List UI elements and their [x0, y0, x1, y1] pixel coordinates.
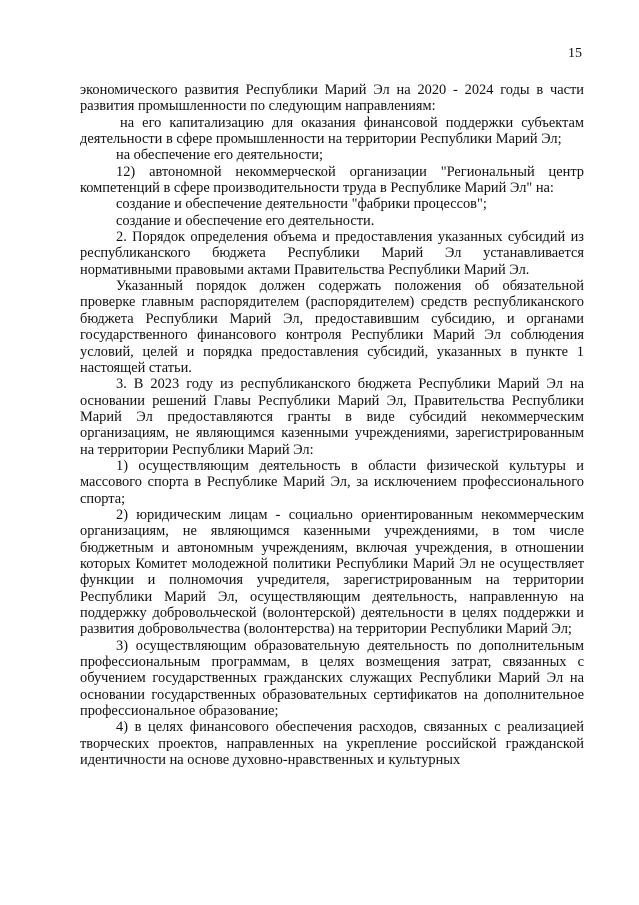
document-body — [80, 82, 584, 768]
paragraph: создание и обеспечение деятельности "фабрики процессов"; — [116, 196, 487, 213]
paragraph: 3) осуществляющим образовательную деятельность по дополнительным профессиональным программам, в целях возмещения затрат, связанных с обучением государственных гражданских служащих Республики Марий Эл на основании государственных образовательных сертификатов на дополнительное профессиональное образование; — [80, 637, 584, 720]
paragraph: на его капитализацию для оказания финансовой поддержки субъектам деятельности в сфере промышленности на территории Республики Марий Эл; — [80, 114, 584, 148]
page-number: 15 — [568, 46, 582, 61]
paragraph: 3. В 2023 году из республиканского бюджета Республики Марий Эл на основании решений Главы Республики Марий Эл, Правительства Республики Марий Эл предоставляются гранты в виде субсидий некоммерческим организациям, не являющимся казенными учреждениями, зарегистрированным на территории Республики Марий Эл: — [80, 376, 584, 458]
paragraph: Указанный порядок должен содержать положения об обязательной проверке главным распорядителем (распорядителем) средств республиканского бюджета Республики Марий Эл, предоставившим субсидию, и органами государственного финансового контроля Республики Марий Эл соблюдения условий, целей и порядка предоставления субсидий, указанных в пункте 1 настоящей статьи. — [80, 278, 584, 376]
paragraph: 2) юридическим лицам - социально ориентированным некоммерческим организациям, не являющимся казенными учреждениями, в том числе бюджетным и автономным учреждениям, включая учреждения, в отношении которых Комитет молодежной политики Республики Марий Эл не осуществляет функции и полномочия учредителя, зарегистрированным на территории Республики Марий Эл, осуществляющим деятельность, направленную на поддержку добровольческой (волонтерской) деятельности в целях поддержки и развития добровольчества (волонтерства) на территории Республики Марий Эл; — [80, 506, 584, 638]
paragraph: 12) автономной некоммерческой организации "Региональный центр компетенций в сфере производительности труда в Республике Марий Эл" на: — [80, 163, 584, 197]
paragraph: на обеспечение его деятельности; — [116, 147, 323, 164]
paragraph: 1) осуществляющим деятельность в области физической культуры и массового спорта в Республике Марий Эл, за исключением профессионального спорта; — [80, 457, 584, 507]
paragraph: экономического развития Республики Марий Эл на 2020 - 2024 годы в части развития промышленности по следующим направлениям: — [80, 82, 584, 115]
paragraph: 2. Порядок определения объема и предоставления указанных субсидий из республиканского бюджета Республики Марий Эл устанавливается нормативными правовыми актами Правительства Республики Марий Эл. — [80, 229, 584, 278]
paragraph: 4) в целях финансового обеспечения расходов, связанных с реализацией творческих проектов, направленных на укрепление российской гражданской идентичности на основе духовно-нравственных и культурных — [80, 719, 584, 769]
paragraph: создание и обеспечение его деятельности. — [116, 212, 375, 229]
